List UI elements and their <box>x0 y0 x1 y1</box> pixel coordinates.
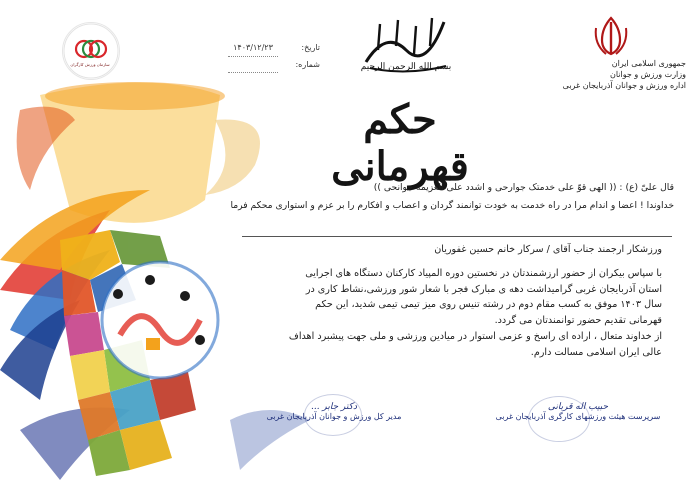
body-line: از خداوند متعال ، اراده ای راسخ و عزمی استوار در میادین ورزشی و ملی جهت پیشبرد اهداف <box>288 330 662 342</box>
organization-logo <box>62 22 120 80</box>
athlete-runner-icon <box>113 289 123 299</box>
bismillah-text: بسم الله الرحمن الرحیم <box>360 62 452 72</box>
body-paragraph <box>242 266 662 360</box>
date-label: تاریخ: <box>301 43 320 52</box>
body-line: عالی ایران اسلامی مسالت دارم. <box>530 346 662 358</box>
signature-left-name: دکتر جابر ... <box>310 402 358 412</box>
ministry-title-block <box>516 58 686 91</box>
recipient-line: ورزشکار ارجمند جناب آقای / سرکار خانم حسین غفوریان <box>434 244 662 255</box>
stamp-right <box>528 396 590 442</box>
stamp-left <box>304 394 362 436</box>
quote-line-1: قال علیّ (ع) : (( الهی قوّ علی خدمتک جوارحی و اشدد علی العزیمه جوانحی )) <box>373 182 674 193</box>
page-title: حکم قهرمانی <box>331 96 469 190</box>
body-line: استان آذربایجان غربی گرامیداشت دهه ی مبارک فجر با شعار شور ورزشی،نشاط کاری در <box>305 283 662 295</box>
number-label: شماره: <box>295 60 320 69</box>
decorative-artwork <box>0 0 330 497</box>
body-line: سال ۱۴۰۳ موفق به کسب مقام دوم در رشته تنیس روی میز تیمی تیمی شدید، این حکم <box>315 299 662 311</box>
date-number-block <box>228 40 320 73</box>
iran-emblem <box>588 14 634 58</box>
signature-left-role: مدیر کل ورزش و جوانان آذربایجان غربی <box>266 412 402 421</box>
athlete-cyclist-icon <box>195 335 205 345</box>
cup-rim <box>45 82 225 110</box>
signature-right-role: سرپرست هیئت ورزشهای کارگری آذربایجان غربی <box>495 412 661 421</box>
date-value: ۱۴۰۳/۱۲/۲۳ <box>228 40 278 57</box>
ministry-line-3: اداره ورزش و جوانان آذربایجان غربی <box>562 81 686 90</box>
signature-right <box>488 402 668 421</box>
quote-line-2: خداوندا ! اعضا و اندام مرا در راه خدمت به خودت توانمند گردان و اعصاب و افکارم را بر عزم و استواری محکم فرما <box>230 200 674 211</box>
divider-line <box>242 236 672 237</box>
number-value <box>228 57 278 73</box>
emblem-block <box>146 338 160 350</box>
body-line: با سپاس بیکران از حضور ارزشمندتان در نخستین دوره المپیاد کارکنان دستگاه های اجرایی <box>305 268 662 279</box>
ministry-line-1: جمهوری اسلامی ایران <box>611 59 686 68</box>
signature-left <box>254 402 414 421</box>
body-line: قهرمانی تقدیم حضور توانمندتان می گردد. <box>494 315 662 327</box>
ministry-line-2: وزارت ورزش و جوانان <box>609 70 686 79</box>
athlete-swimmer-icon <box>180 291 190 301</box>
organization-logo-caption: سازمان ورزش کارگران <box>70 62 110 67</box>
athlete-jumper-icon <box>145 275 155 285</box>
signature-right-name: حبیب اله قربانی <box>547 402 609 412</box>
